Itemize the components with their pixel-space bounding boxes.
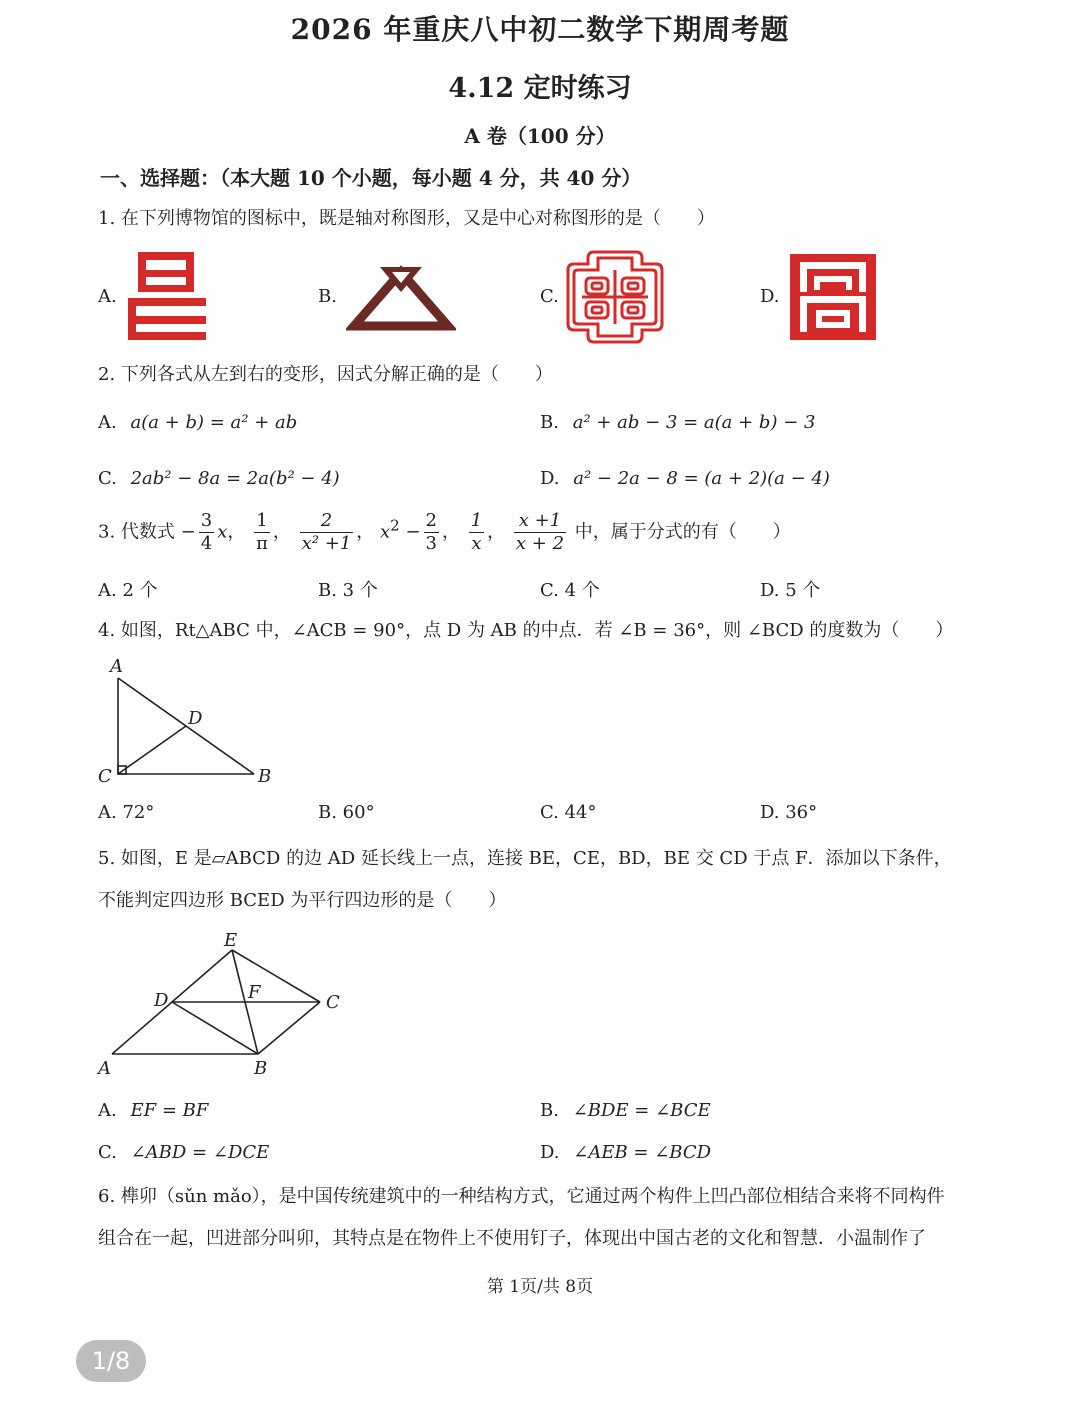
q2-option-a-label: A.: [98, 412, 117, 433]
q5-point-b: B: [254, 1058, 268, 1079]
q2-option-b-label: B.: [540, 412, 559, 433]
section-heading: 一、选择题：（本大题 10 个小题，每小题 4 分，共 40 分）: [100, 166, 642, 190]
q2-option-c: [98, 468, 340, 489]
museum-logo-d-icon: [790, 254, 876, 340]
question-6-line-2: 组合在一起，凹进部分叫卯，其特点是在物件上不使用钉子，体现出中国古老的文化和智慧．小温制作了: [98, 1228, 926, 1249]
q5-option-a-label: A.: [98, 1100, 117, 1121]
q3-term-4: $\frac{2}{3}$: [425, 510, 437, 554]
q4-option-a: A. 72°: [98, 802, 155, 823]
q5-option-b-label: B.: [540, 1100, 559, 1121]
q3-prefix: 3. 代数式: [98, 521, 175, 543]
question-1-stem: 1. 在下列博物馆的图标中，既是轴对称图形，又是中心对称图形的是（ ）: [98, 208, 715, 229]
q5-point-c: C: [326, 992, 340, 1013]
question-4-stem: 4. 如图，Rt△ABC 中，∠ACB = 90°，点 D 为 AB 的中点．若 ∠B = 36°，则 ∠BCD 的度数为（ ）: [98, 620, 954, 641]
q4-point-d: D: [188, 708, 203, 729]
q4-point-a: A: [110, 656, 123, 677]
q5-point-a: A: [98, 1058, 111, 1079]
question-6-line-1: 6. 榫卯（sǔn mǎo），是中国传统建筑中的一种结构方式，它通过两个构件上凹凸部位相结合来将不同构件: [98, 1186, 945, 1207]
q2-option-b-expr: a² + ab − 3 = a(a + b) − 3: [572, 412, 816, 433]
q4-option-c: C. 44°: [540, 802, 597, 823]
q3-term-6: $\frac{x +1}{x + 2}$: [515, 510, 565, 554]
q5-point-f: F: [248, 982, 261, 1003]
paper-label: A 卷（100 分）: [464, 124, 616, 148]
museum-logo-a-icon: [124, 252, 210, 342]
q5-option-c-label: C.: [98, 1142, 117, 1163]
q5-option-a-expr: EF = BF: [130, 1100, 209, 1121]
q4-point-b: B: [258, 766, 272, 787]
q5-option-d: [540, 1142, 711, 1163]
q2-option-c-expr: 2ab² − 8a = 2a(b² − 4): [130, 468, 340, 489]
museum-logo-c-icon: [566, 250, 664, 344]
q5-option-b-expr: ∠BDE = ∠BCE: [572, 1100, 711, 1121]
q5-option-d-expr: ∠AEB = ∠BCD: [573, 1142, 712, 1163]
q3-term-1: $\frac{3}{4}$: [200, 510, 213, 554]
exam-title: 2026 年重庆八中初二数学下期周考题: [290, 13, 790, 46]
q1-option-d-label: D.: [760, 286, 780, 307]
q2-option-a: [98, 412, 297, 433]
q5-point-e: E: [224, 930, 238, 951]
exam-subtitle: 4.12 定时练习: [448, 73, 632, 104]
q1-option-c-label: C.: [540, 286, 559, 307]
q4-option-b: B. 60°: [318, 802, 375, 823]
q5-parallelogram-figure: [94, 926, 354, 1080]
q3-option-a: A. 2 个: [98, 580, 158, 601]
q2-option-d-expr: a² − 2a − 8 = (a + 2)(a − 4): [573, 468, 830, 489]
question-5-stem-line-2: 不能判定四边形 BCED 为平行四边形的是（ ）: [98, 890, 507, 911]
q5-option-b: [540, 1100, 711, 1121]
q4-option-d: D. 36°: [760, 802, 818, 823]
q3-option-c: C. 4 个: [540, 580, 600, 601]
q3-term-2: $\frac{1}{\pi}$: [256, 510, 268, 554]
q5-option-c-expr: ∠ABD = ∠DCE: [130, 1142, 270, 1163]
q5-option-a: [98, 1100, 208, 1121]
page-indicator[interactable]: 1/8: [76, 1340, 146, 1382]
q4-point-c: C: [98, 766, 112, 787]
q2-option-b: [540, 412, 815, 433]
q4-triangle-figure: [94, 654, 284, 788]
q3-term-3: $\frac{2}{\text{x² +1}}$: [301, 510, 352, 554]
q2-option-a-expr: a(a + b) = a² + ab: [130, 412, 298, 433]
q2-option-c-label: C.: [98, 468, 117, 489]
q2-option-d: [540, 468, 830, 489]
q3-option-d: D. 5 个: [760, 580, 821, 601]
q1-option-a-label: A.: [98, 286, 117, 307]
q5-point-d: D: [154, 990, 169, 1011]
question-3-stem: 3. 代数式 − $\frac{3}{4}$ x， $\frac{1}{\pi}$ ， $\frac{2}{\text{x² +1}}$ ， $x^2$ − $\frac{2}{3}$ ， $\frac{1}{x}$ ， $\frac{x +1}{x + 2}$ 中，属于分式的有（ ）: [98, 510, 791, 554]
q1-option-b-label: B.: [318, 286, 337, 307]
museum-logo-b-icon: [346, 264, 456, 332]
question-2-stem: 2. 下列各式从左到右的变形，因式分解正确的是（ ）: [98, 364, 553, 385]
question-5-stem-line-1: 5. 如图，E 是▱ABCD 的边 AD 延长线上一点，连接 BE，CE，BD，BE 交 CD 于点 F．添加以下条件，: [98, 848, 952, 869]
q3-suffix: 中，属于分式的有（ ）: [574, 521, 791, 543]
q5-option-c: [98, 1142, 269, 1163]
q3-option-b: B. 3 个: [318, 580, 378, 601]
q2-option-d-label: D.: [540, 468, 560, 489]
page-footer: 第 1页/共 8页: [486, 1277, 594, 1297]
q3-term-5: $\frac{1}{x}$: [470, 510, 483, 554]
q5-option-d-label: D.: [540, 1142, 560, 1163]
